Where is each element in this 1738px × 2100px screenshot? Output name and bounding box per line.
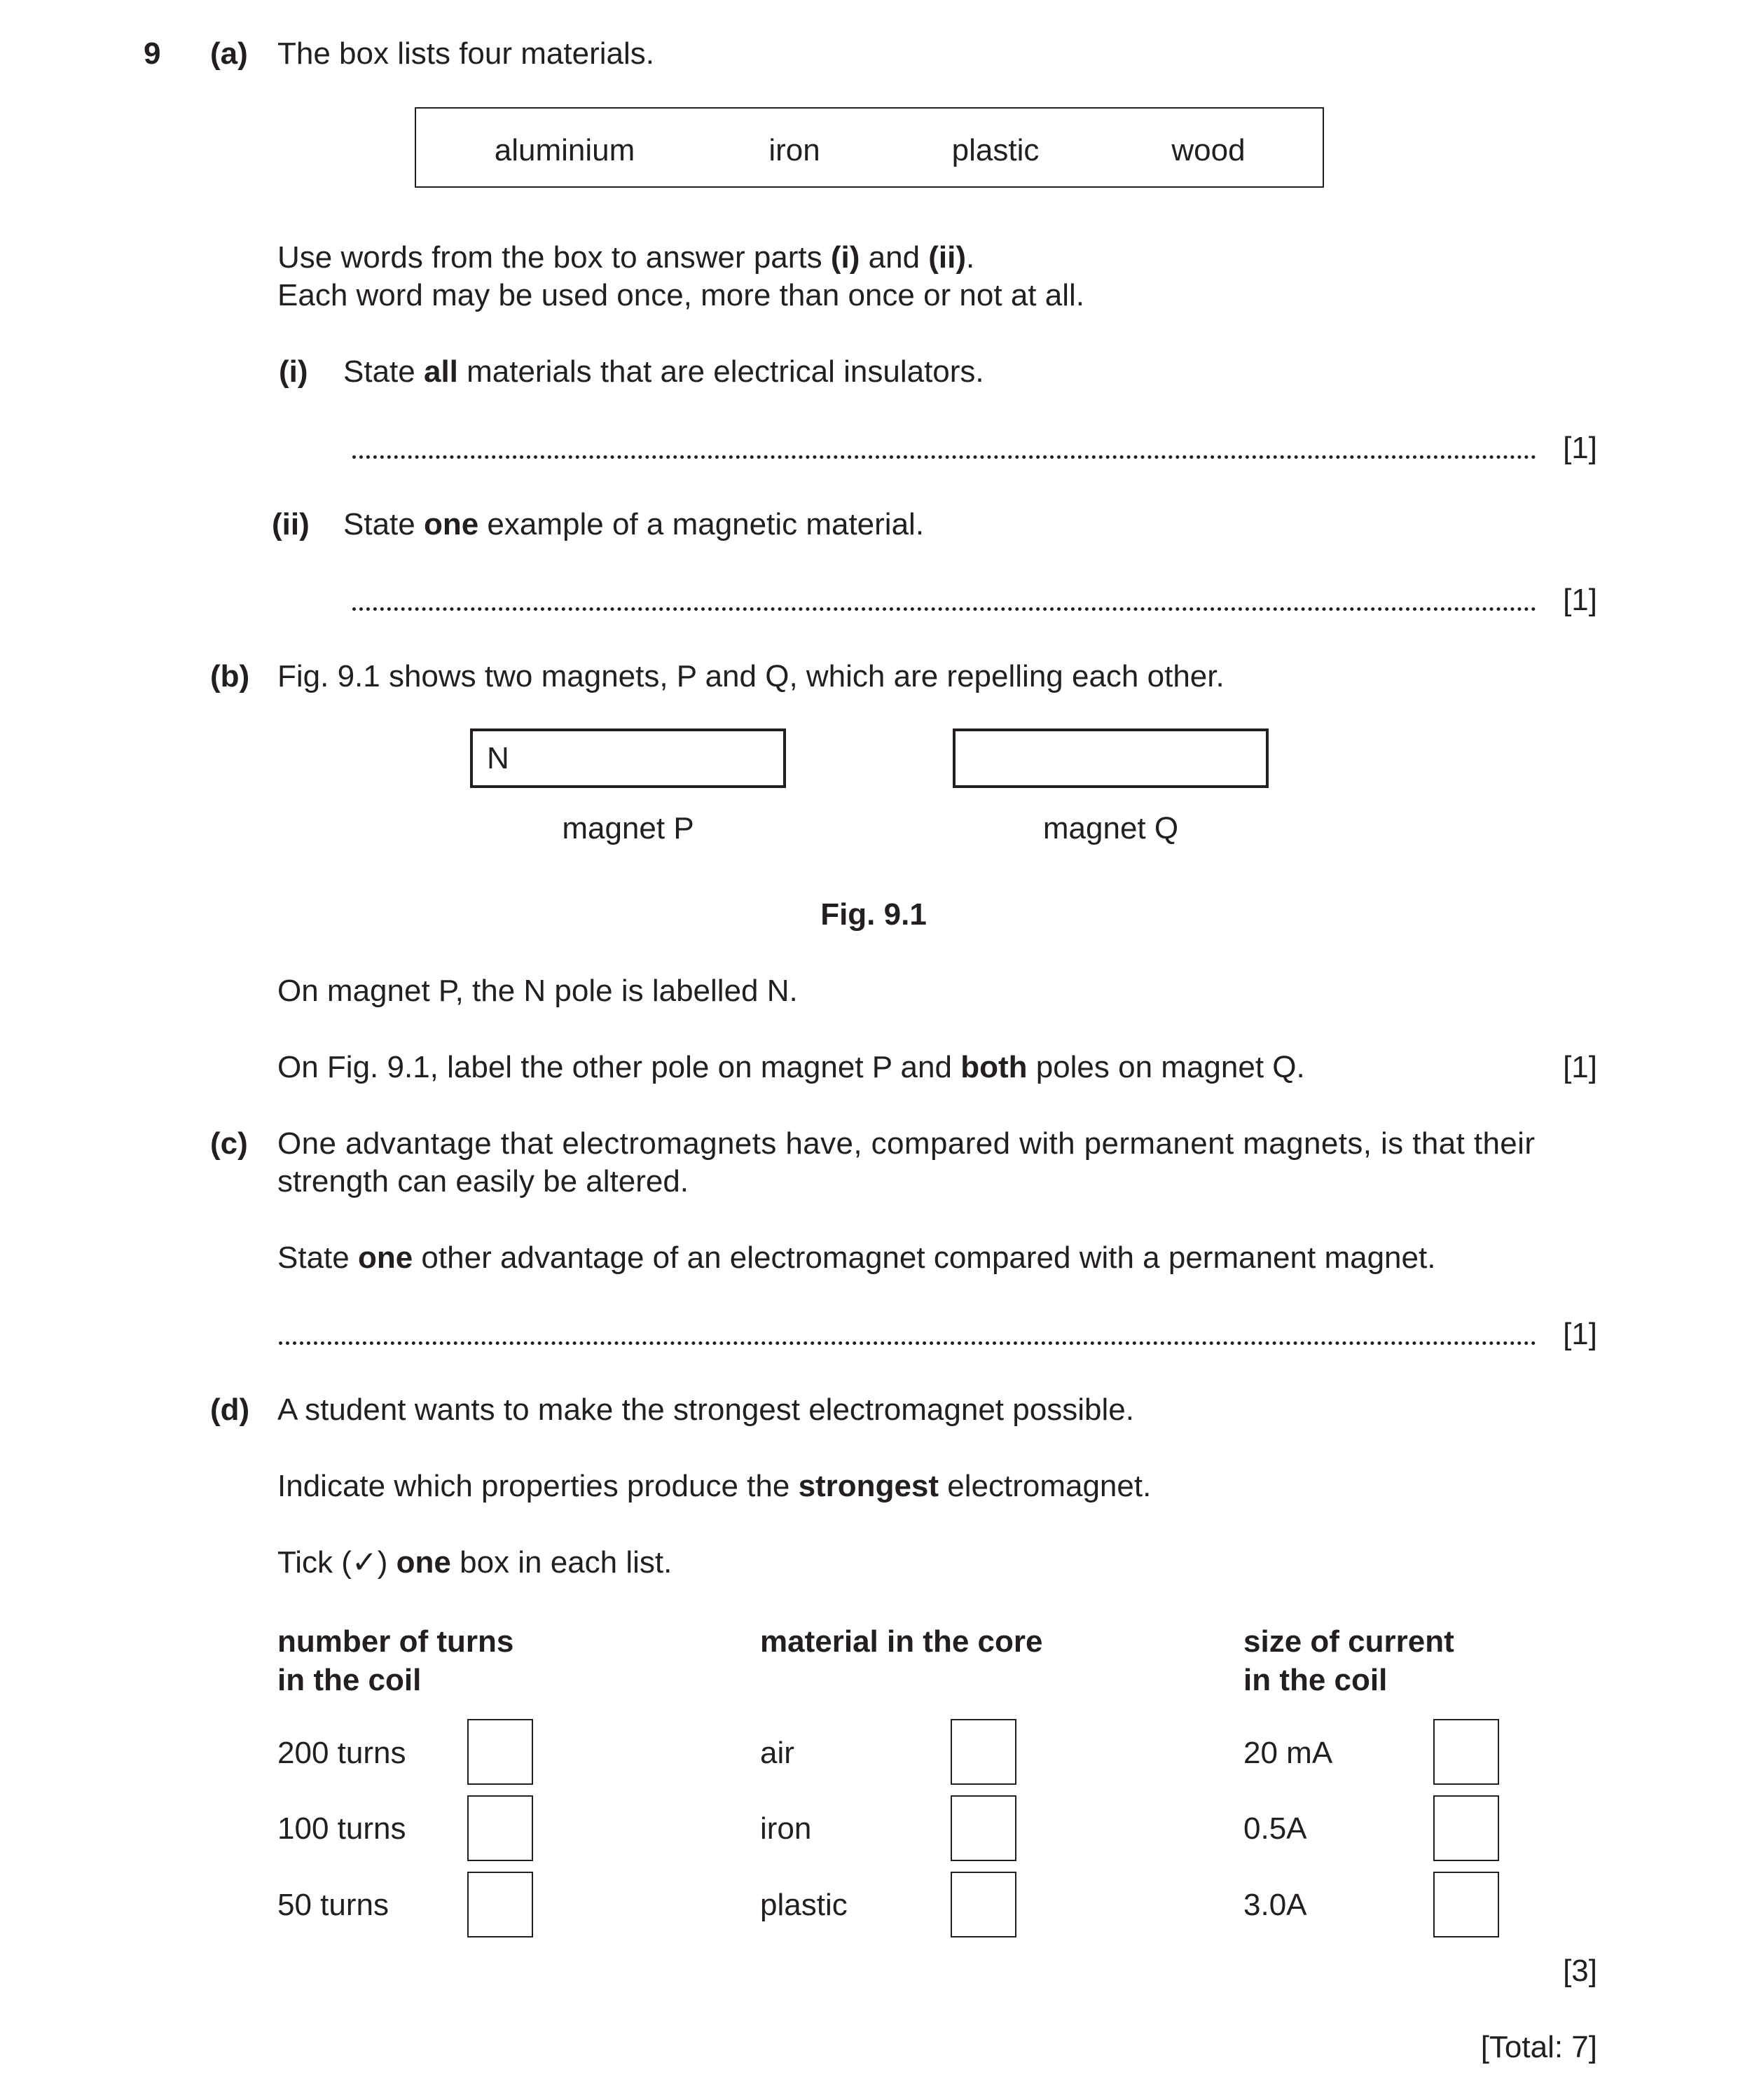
part-b-intro: Fig. 9.1 shows two magnets, P and Q, which are repelling each other. [277, 659, 1225, 693]
part-c-task: State one other advantage of an electromagnet compared with a permanent magnet. [277, 1241, 1436, 1275]
magnet-q-label: magnet Q [1042, 811, 1179, 845]
tickbox-3-0a[interactable] [1433, 1872, 1499, 1937]
tickbox-20ma[interactable] [1433, 1719, 1499, 1785]
sub-ii-label: (ii) [272, 507, 310, 541]
material-plastic: plastic [951, 133, 1040, 167]
part-d-tick-instruction: Tick (✓) one box in each list. [277, 1545, 673, 1580]
list-current-heading-2: in the coil [1243, 1663, 1388, 1697]
part-b-label: (b) [210, 659, 250, 693]
magnet-p-pole-n: N [487, 741, 509, 775]
part-c-line-2: strength can easily be altered. [277, 1164, 689, 1198]
part-c-line-1: One advantage that electromagnets have, compared with permanent magnets, is that their [277, 1126, 1536, 1161]
tickbox-0-5a[interactable] [1433, 1795, 1499, 1861]
magnet-p-label: magnet P [562, 811, 694, 845]
answer-line-i[interactable] [352, 455, 1536, 459]
list-turns-heading-2: in the coil [277, 1663, 422, 1697]
material-wood: wood [1171, 133, 1246, 167]
option-3-0a: 3.0A [1243, 1888, 1307, 1922]
tickbox-plastic[interactable] [951, 1872, 1016, 1937]
part-b-statement: On magnet P, the N pole is labelled N. [277, 974, 798, 1008]
material-aluminium: aluminium [494, 133, 635, 167]
option-50-turns: 50 turns [277, 1888, 389, 1922]
part-d-label: (d) [210, 1393, 250, 1427]
tickbox-100-turns[interactable] [467, 1795, 533, 1861]
part-a-label: (a) [210, 36, 248, 71]
figure-caption: Fig. 9.1 [820, 897, 927, 932]
tickbox-50-turns[interactable] [467, 1872, 533, 1937]
option-100-turns: 100 turns [277, 1811, 406, 1846]
sub-i-label: (i) [279, 354, 308, 389]
part-d-intro: A student wants to make the strongest electromagnet possible. [277, 1393, 1134, 1427]
option-200-turns: 200 turns [277, 1736, 406, 1770]
marks-b: [1] [1563, 1050, 1597, 1084]
part-c-label: (c) [210, 1126, 248, 1161]
magnet-p[interactable] [470, 728, 786, 788]
part-b-task: On Fig. 9.1, label the other pole on magnet P and both poles on magnet Q. [277, 1050, 1305, 1084]
total-marks: [Total: 7] [1480, 2030, 1597, 2064]
list-core-heading: material in the core [760, 1624, 1043, 1659]
part-d-instruction: Indicate which properties produce the strongest electromagnet. [277, 1469, 1152, 1503]
tickbox-200-turns[interactable] [467, 1719, 533, 1785]
option-iron: iron [760, 1811, 812, 1846]
option-air: air [760, 1736, 794, 1770]
list-current-heading-1: size of current [1243, 1624, 1454, 1659]
tickbox-air[interactable] [951, 1719, 1016, 1785]
magnet-q[interactable] [953, 728, 1269, 788]
answer-line-c[interactable] [279, 1341, 1536, 1345]
marks-d: [3] [1563, 1954, 1597, 1988]
marks-ii: [1] [1563, 583, 1597, 617]
sub-i-question: State all materials that are electrical insulators. [343, 354, 984, 389]
marks-c: [1] [1563, 1317, 1597, 1351]
option-0-5a: 0.5A [1243, 1811, 1307, 1846]
part-a-instruction-1: Use words from the box to answer parts (i) and (ii). [277, 240, 975, 275]
part-a-instruction-2: Each word may be used once, more than once or not at all. [277, 278, 1084, 312]
sub-ii-question: State one example of a magnetic material. [343, 507, 925, 541]
material-iron: iron [768, 133, 820, 167]
marks-i: [1] [1563, 431, 1597, 465]
tickbox-iron[interactable] [951, 1795, 1016, 1861]
list-turns-heading-1: number of turns [277, 1624, 514, 1659]
answer-line-ii[interactable] [352, 607, 1536, 611]
option-plastic: plastic [760, 1888, 848, 1922]
part-a-intro: The box lists four materials. [277, 36, 654, 71]
question-number: 9 [144, 36, 161, 71]
option-20ma: 20 mA [1243, 1736, 1333, 1770]
